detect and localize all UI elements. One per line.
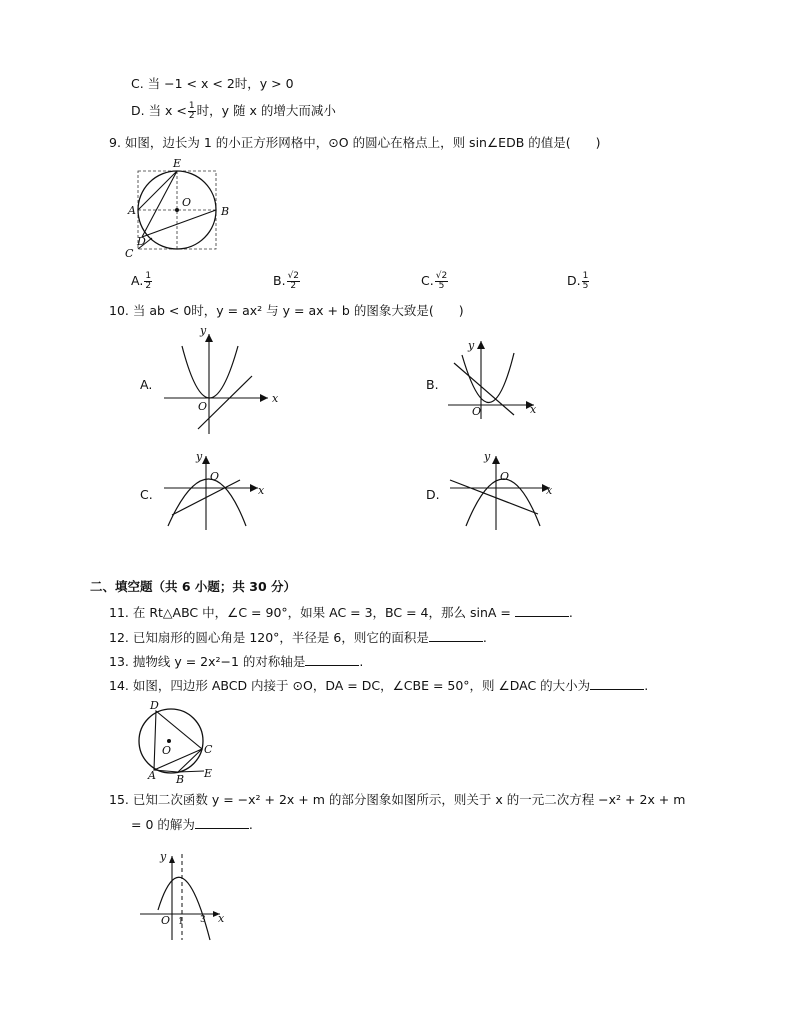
q10-graph-d	[446, 448, 566, 538]
label-c: C	[125, 247, 134, 260]
axis-y: y	[160, 850, 167, 863]
label-c: C	[204, 743, 213, 756]
axis-x: x	[272, 392, 279, 405]
label-e: E	[173, 157, 182, 170]
axis-y: y	[468, 339, 475, 352]
label-e: E	[204, 767, 213, 780]
q14-figure	[136, 699, 226, 784]
label-b: B	[221, 205, 230, 218]
answer-blank[interactable]	[590, 677, 644, 690]
axis-x: x	[258, 484, 265, 497]
q13: 13. 抛物线 y = 2x²−1 的对称轴是 .	[109, 654, 364, 669]
q8-option-d-suffix: 时，y 随 x 的增大而减小	[196, 103, 336, 118]
origin: O	[161, 914, 171, 927]
label-d: D	[137, 235, 146, 248]
q8-option-d-prefix: D. 当 x <	[131, 103, 187, 118]
q15-line1: 15. 已知二次函数 y = −x² + 2x + m 的部分图象如图所示，则关于 x 的一元二次方程 −x² + 2x + m	[109, 792, 686, 807]
q9-option-b: B. $\frac{√2}{2}$	[273, 271, 300, 291]
origin: O	[500, 470, 510, 483]
axis-x: x	[546, 484, 553, 497]
label-d: D	[150, 699, 159, 712]
answer-blank[interactable]	[195, 816, 249, 829]
label-o: O	[182, 196, 192, 209]
q9-option-d: D. $\frac{1}{5}$	[567, 271, 589, 291]
answer-blank[interactable]	[515, 604, 569, 617]
fraction: $\frac{1}{2}$	[188, 101, 195, 121]
axis-x: x	[530, 403, 537, 416]
q9-stem: 9. 如图，边长为 1 的小正方形网格中，⊙O 的圆心在格点上，则 sin∠EDB 的值是( )	[109, 135, 601, 150]
section-title: 二、填空题（共 6 小题；共 30 分）	[90, 579, 297, 594]
label-a: A	[148, 769, 156, 782]
q10-graph-b	[444, 333, 564, 423]
q10-graph-a	[160, 326, 280, 436]
q10-graph-c	[160, 448, 280, 538]
origin: O	[198, 400, 208, 413]
origin: O	[472, 405, 482, 418]
answer-blank[interactable]	[305, 653, 359, 666]
q11: 11. 在 Rt△ABC 中，∠C = 90°，如果 AC = 3，BC = 4，那么 sinA = .	[109, 605, 573, 620]
label-a: A	[128, 204, 136, 217]
axis-y: y	[200, 324, 207, 337]
q10-option-a-label: A.	[140, 377, 153, 392]
tick-3: 3	[200, 915, 206, 925]
q14: 14. 如图，四边形 ABCD 内接于 ⊙O，DA = DC，∠CBE = 50°，则 ∠DAC 的大小为 .	[109, 678, 649, 693]
axis-y: y	[196, 450, 203, 463]
q10-option-c-label: C.	[140, 487, 153, 502]
q10-stem: 10. 当 ab < 0时，y = ax² 与 y = ax + b 的图象大致是( )	[109, 303, 464, 318]
q9-option-a: A. $\frac{1}{2}$	[131, 271, 152, 291]
answer-blank[interactable]	[429, 629, 483, 642]
q9-figure	[125, 157, 235, 260]
axis-x: x	[218, 912, 225, 925]
axis-y: y	[484, 450, 491, 463]
q15-figure	[140, 848, 240, 943]
q15-line2: = 0 的解为 .	[131, 817, 253, 832]
q8-option-d	[131, 102, 336, 121]
label-o: O	[162, 744, 172, 757]
q10-option-b-label: B.	[426, 377, 439, 392]
origin: O	[210, 470, 220, 483]
q10-option-d-label: D.	[426, 487, 440, 502]
label-b: B	[176, 773, 185, 786]
q9-option-c: C. $\frac{√2}{5}$	[421, 271, 448, 291]
q8-option-c: C. 当 −1 < x < 2时，y > 0	[131, 76, 294, 91]
q12: 12. 已知扇形的圆心角是 120°，半径是 6，则它的面积是 .	[109, 630, 487, 645]
tick-1: 1	[178, 917, 184, 927]
